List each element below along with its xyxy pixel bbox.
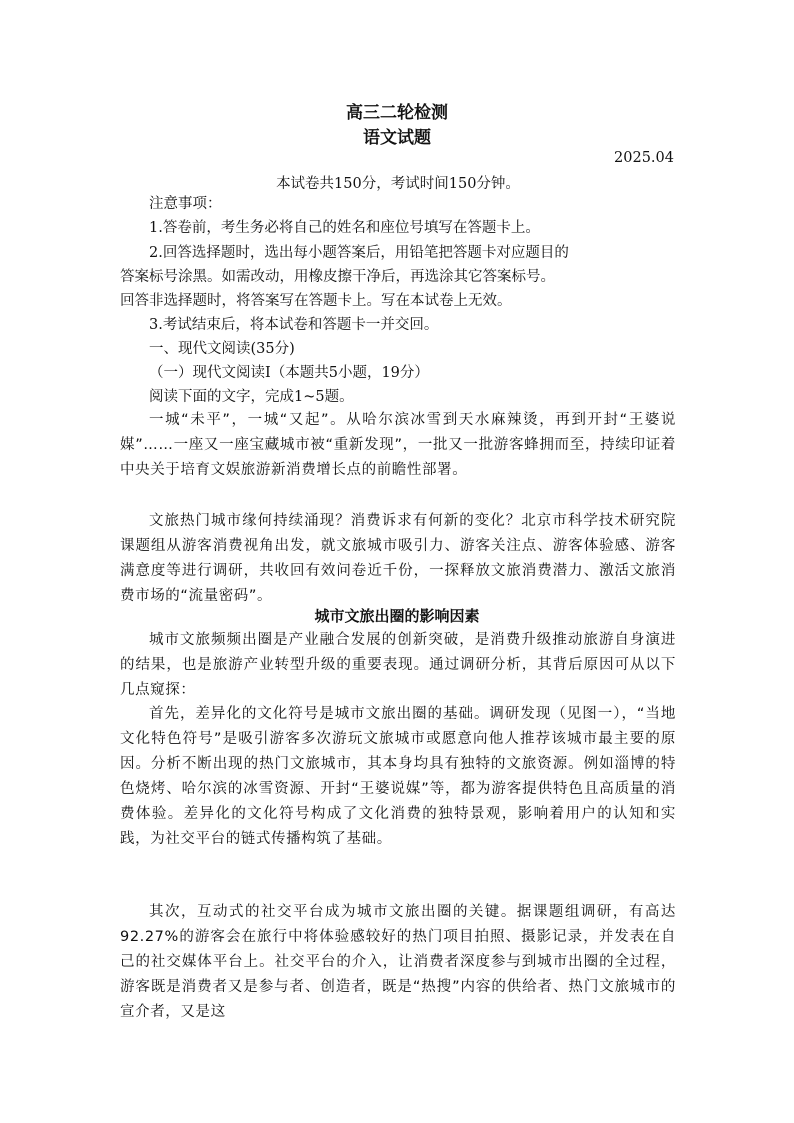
note-2-line-2: 答案标号涂黑。如需改动，用橡皮擦干净后，再选涂其它答案标号。 xyxy=(120,269,555,285)
note-1: 1.答卷前，考生务必将自己的姓名和座位号填写在答题卡上。 xyxy=(149,220,540,236)
passage-paragraph-3: 城市文旅频频出圈是产业融合发展的创新突破，是消费升级推动旅游自身演进的结果，也是旅游产业转型升级的重要表现。通过调研分析，其背后原因可从以下几点窥探： xyxy=(120,632,676,698)
exam-info: 本试卷共150分，考试时间150分钟。 xyxy=(276,176,520,192)
note-2-line-1: 2.回答选择题时，选出每小题答案后，用铅笔把答题卡对应题目的 xyxy=(149,245,569,261)
section-part-heading: （一）现代文阅读Ⅰ（本题共5小题，19分） xyxy=(149,365,429,381)
section-heading: 一、现代文阅读(35分) xyxy=(149,341,295,357)
reading-instruction: 阅读下面的文字，完成1~5题。 xyxy=(149,389,354,405)
note-2-line-3: 回答非选择题时，将答案写在答题卡上。写在本试卷上无效。 xyxy=(120,293,512,309)
passage-subheading: 城市文旅出圈的影响因素 xyxy=(314,607,480,625)
note-3: 3.考试结束后，将本试卷和答题卡一并交回。 xyxy=(149,317,439,333)
passage-paragraph-2: 文旅热门城市缘何持续涌现？消费诉求有何新的变化？北京市科学技术研究院课题组从游客消费视角出发，就文旅城市吸引力、游客关注点、游客体验感、游客满意度等进行调研，共收回有效问卷近千份，一探释放文旅消费潜力、激活文旅消费市场的“流量密码”。 xyxy=(120,513,676,604)
exam-date: 2025.04 xyxy=(614,150,674,166)
subject-title: 语文试题 xyxy=(363,128,431,148)
exam-title: 高三二轮检测 xyxy=(346,103,448,123)
passage-paragraph-1: 一城“未平”，一城“又起”。从哈尔滨冰雪到天水麻辣烫，再到开封“王婆说媒”……一座又一座宝藏城市被“重新发现”，一批又一批游客蜂拥而至，持续印证着中央关于培育文娱旅游新消费增长点的前瞻性部署。 xyxy=(120,412,676,478)
notice-heading: 注意事项： xyxy=(149,196,222,212)
passage-paragraph-5: 其次，互动式的社交平台成为城市文旅出圈的关键。据课题组调研，有高达92.27%的游客会在旅行中将体验感较好的热门项目拍照、摄影记录，并发表在自己的社交媒体平台上。社交平台的介入，让消费者深度参与到城市出圈的全过程，游客既是消费者又是参与者、创造者，既是“热搜”内容的供给者、热门文旅城市的宣介者，又是这 xyxy=(120,904,676,1020)
passage-paragraph-4: 首先，差异化的文化符号是城市文旅出圈的基础。调研发现（见图一），“当地文化特色符号”是吸引游客多次游玩文旅城市或愿意向他人推荐该城市最主要的原因。分析不断出现的热门文旅城市，其本身均具有独特的文旅资源。例如淄博的特色烧烤、哈尔滨的冰雪资源、开封“王婆说媒”等，都为游客提供特色且高质量的消费体验。差异化的文化符号构成了文化消费的独特景观，影响着用户的认知和实践，为社交平台的链式传播构筑了基础。 xyxy=(120,706,676,847)
